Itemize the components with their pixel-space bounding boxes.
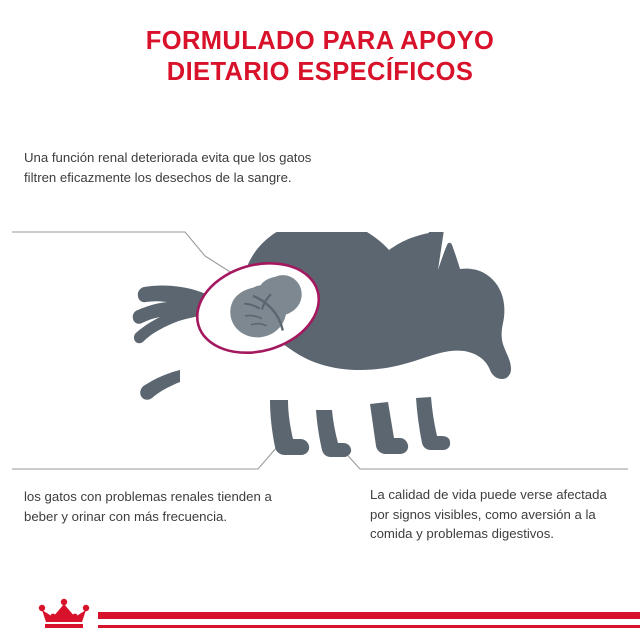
callout-drinking-urinating: los gatos con problemas renales tienden a beber y orinar con más frecuencia. bbox=[24, 489, 272, 524]
brand-stripe-secondary bbox=[98, 625, 640, 628]
cat-body-silhouette bbox=[133, 232, 511, 457]
callout-kidney-function: Una función renal deteriorada evita que los gatos filtren eficazmente los desechos de la sangre. bbox=[24, 150, 312, 185]
page-title bbox=[0, 26, 640, 88]
cat-illustration bbox=[120, 232, 520, 482]
title-line-1: FORMULADO PARA APOYO bbox=[145, 27, 495, 55]
callout-quality-of-life: La calidad de vida puede verse afectada por signos visibles, como aversión a la comida y problemas digestivos. bbox=[370, 487, 607, 541]
brand-stripe-primary bbox=[98, 612, 640, 619]
brand-bar bbox=[0, 590, 640, 640]
royal-canin-crown-logo bbox=[36, 596, 92, 632]
title-line-2: DIETARIO ESPECÍFICOS bbox=[166, 58, 474, 86]
